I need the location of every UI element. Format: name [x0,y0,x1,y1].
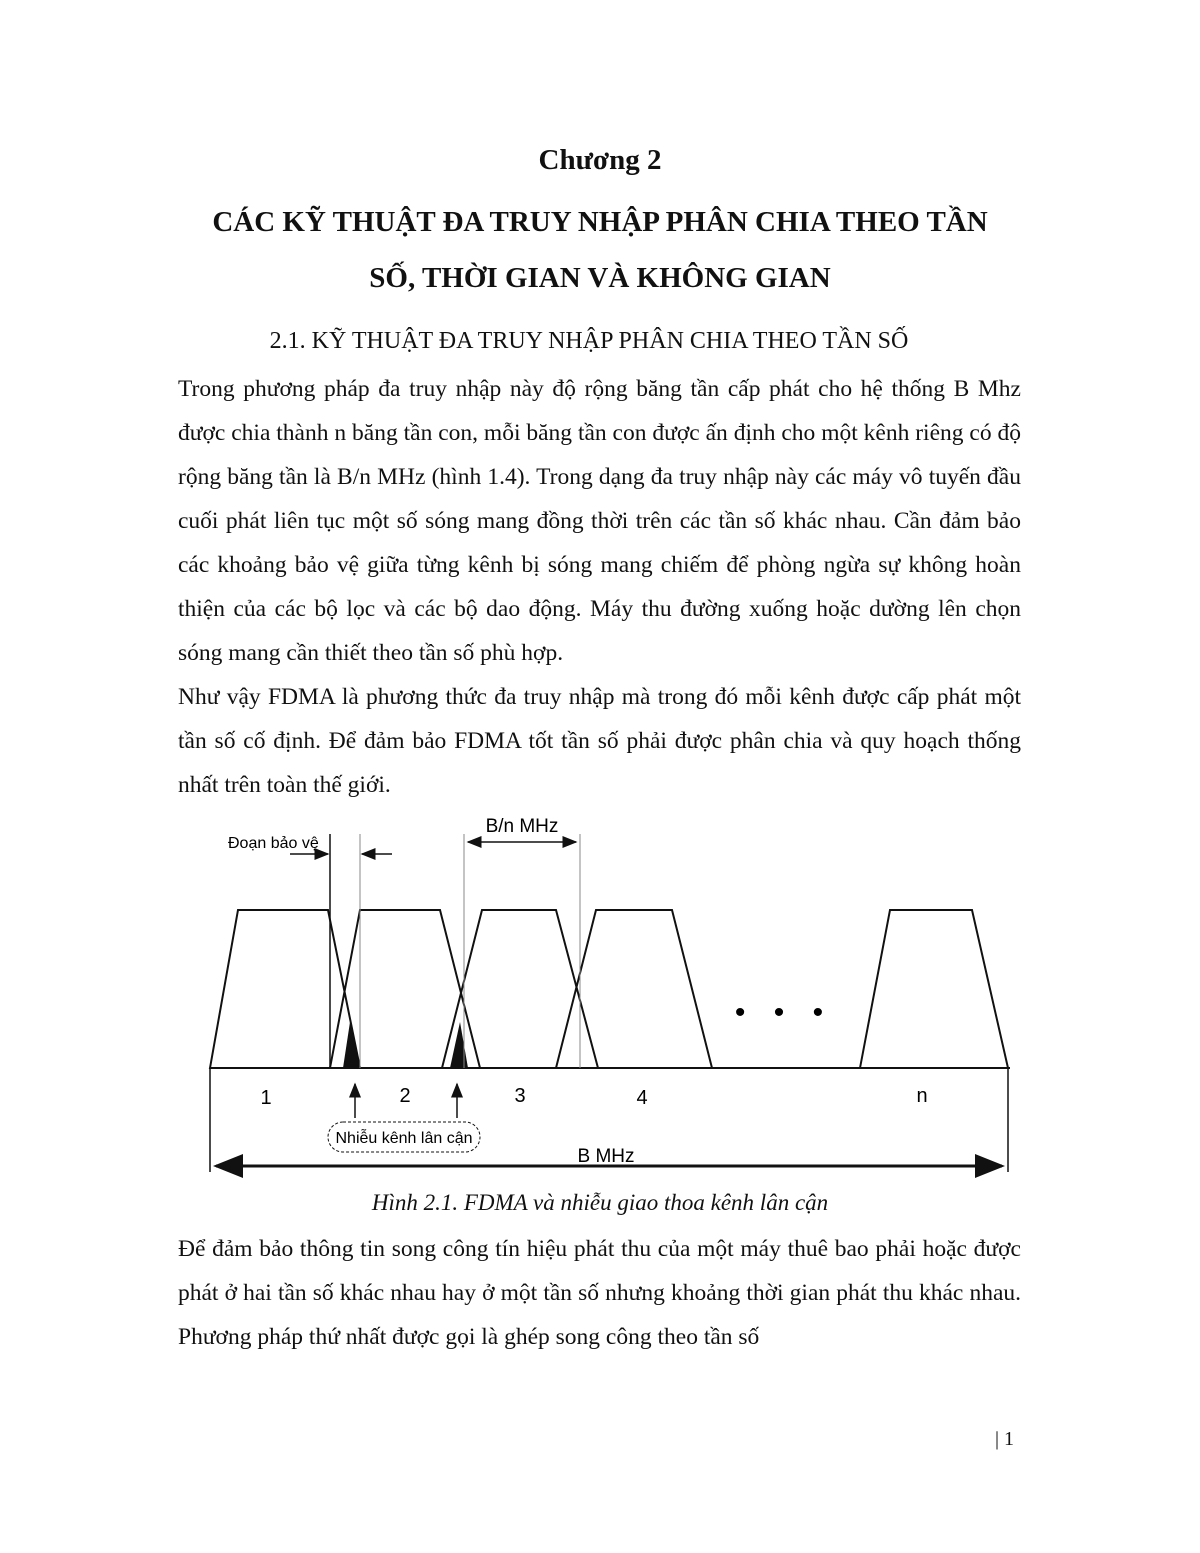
channel-3-band [442,910,598,1068]
channel-bandwidth-label: B/n MHz [485,816,559,837]
channel-1-band [210,910,360,1068]
chapter-heading: Chương 2 [538,144,662,176]
interference-label: Nhiễu kênh lân cận [335,1130,473,1147]
channel-label-n: n [916,1085,928,1107]
channel-label-1: 1 [260,1087,272,1109]
figure-caption: Hình 2.1. FDMA và nhiễu giao thoa kênh lân cận [371,1190,829,1215]
channel-n-band [860,910,1008,1068]
channel-4-band [556,910,712,1068]
channel-label-4: 4 [636,1087,648,1109]
chapter-title-line-1: CÁC KỸ THUẬT ĐA TRUY NHẬP PHÂN CHIA THEO TẦN [212,206,988,238]
total-bandwidth-label: B MHz [577,1146,635,1167]
ellipsis-dots: • • • [734,996,834,1029]
chapter-title [150,194,1050,306]
fdma-figure [200,812,1020,1182]
paragraph-1: Trong phương pháp đa truy nhập này độ rộng băng tần cấp phát cho hệ thống B Mhz được chia thành n băng tần con, mỗi băng tần con được ấn định cho một kênh riêng có độ rộng băng tần là B/n MHz (hình 1.4). Trong dạng đa truy nhập này các máy vô tuyến đầu cuối phát liên tục một số sóng mang đồng thời trên các tần số khác nhau. Cần đảm bảo các khoảng bảo vệ giữa từng kênh bị sóng mang chiếm để phòng ngừa sự không hoàn thiện của các bộ lọc và các bộ dao động. Máy thu đường xuống hoặc dường lên chọn sóng mang cần thiết theo tần số phù hợp. [178,376,1021,666]
section-heading: 2.1. KỸ THUẬT ĐA TRUY NHẬP PHÂN CHIA THEO TẦN SỐ [269,328,909,354]
chapter-title-line-2: SỐ, THỜI GIAN VÀ KHÔNG GIAN [369,262,831,294]
channel-label-3: 3 [514,1085,526,1107]
page-number: | 1 [995,1428,1015,1450]
interference-region-1-2 [343,1022,360,1068]
channel-label-2: 2 [399,1085,411,1107]
paragraph-3: Để đảm bảo thông tin song công tín hiệu phát thu của một máy thuê bao phải hoặc được phát ở hai tần số khác nhau hay ở một tần số nhưng khoảng thời gian phát thu khác nhau. Phương pháp thứ nhất được gọi là ghép song công theo tần số [178,1236,1021,1350]
fdma-diagram [200,812,1020,1182]
guard-label: Đoạn bảo vệ [228,835,319,852]
paragraph-2: Như vậy FDMA là phương thức đa truy nhập mà trong đó mỗi kênh được cấp phát một tần số cố định. Để đảm bảo FDMA tốt tần số phải được phân chia và quy hoạch thống nhất trên toàn thế giới. [178,684,1021,798]
